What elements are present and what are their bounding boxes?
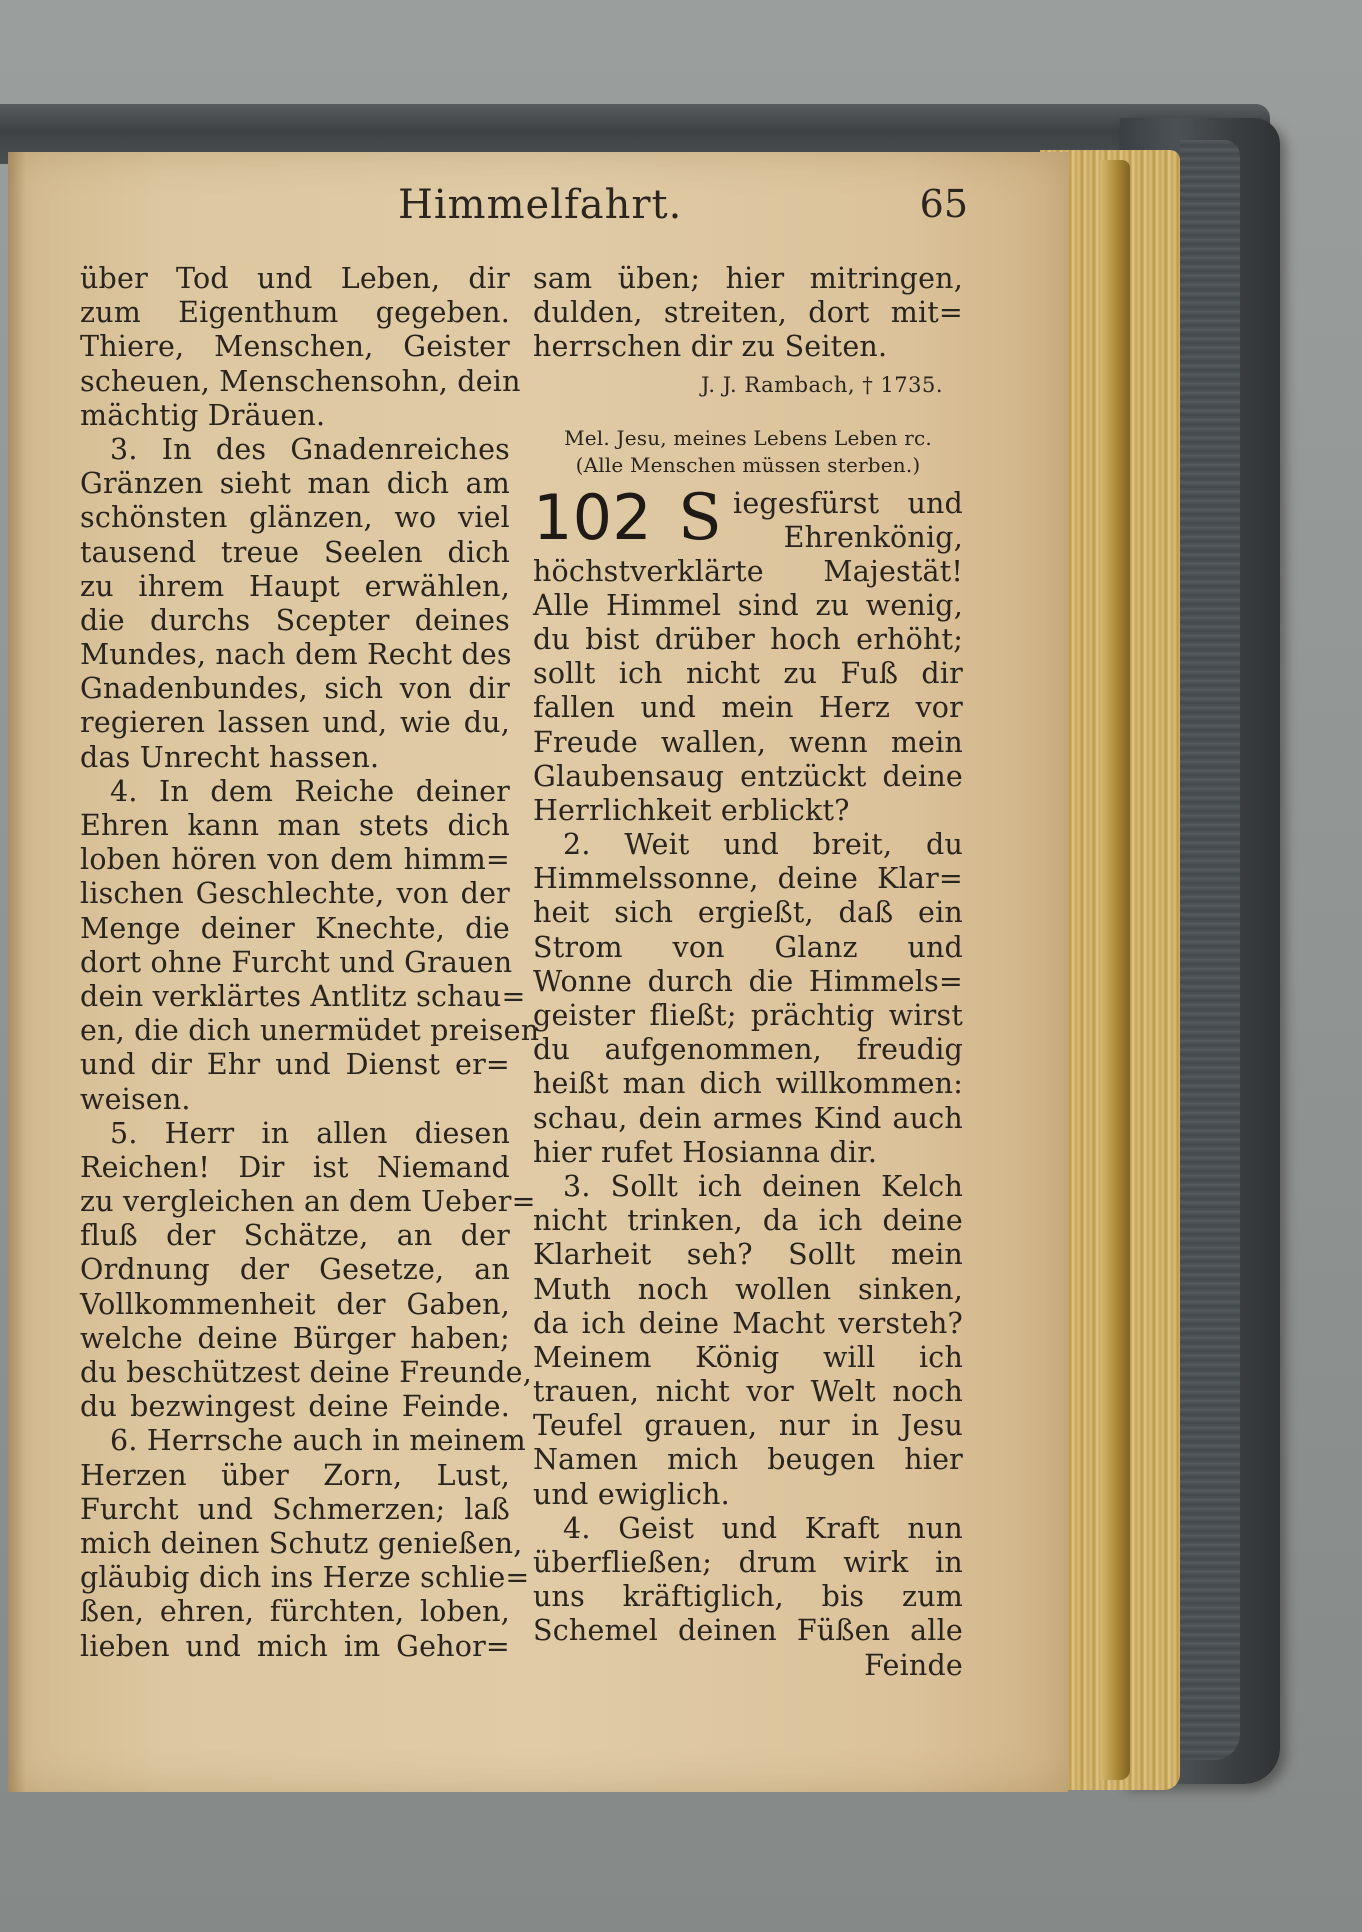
text-line: uns kräftiglich, bis zum (533, 1580, 963, 1614)
gilt-page-edge (1100, 160, 1130, 1780)
text-line: Glaubensaug entzückt deine (533, 759, 963, 793)
drop-cap-initial: S (678, 480, 723, 555)
text-line: zu vergleichen an dem Ueber= (80, 1185, 536, 1219)
verse-start-line: 4. Geist und Kraft nun (563, 1511, 963, 1545)
right-column (533, 262, 963, 1683)
page-title: Himmelfahrt. (398, 182, 683, 228)
melody-note (533, 425, 963, 479)
text-line: Herrlichkeit erblickt? (533, 793, 850, 827)
text-line: dort ohne Furcht und Grauen (80, 945, 513, 979)
text-line: Wonne durch die Himmels= (533, 964, 963, 998)
text-line: Vollkommenheit der Gaben, (80, 1287, 510, 1321)
text-line: hier rufet Hosianna dir. (533, 1135, 878, 1169)
text-line: Meinem König will ich (533, 1340, 963, 1374)
hymn-first-line: iegesfürst und (733, 486, 963, 520)
text-line: geister fließt; prächtig wirst (533, 999, 963, 1032)
text-line: Teufel grauen, nur in Jesu (533, 1409, 963, 1443)
text-line: Ordnung der Gesetze, an (80, 1253, 510, 1287)
text-line: Ehren kann man stets dich (80, 809, 510, 842)
text-line: Alle Himmel sind zu wenig, (533, 588, 963, 622)
text-line: herrschen dir zu Seiten. (533, 330, 888, 364)
verse-start-line: 3. Sollt ich deinen Kelch (563, 1169, 963, 1203)
text-line: welche deine Bürger haben; (80, 1321, 510, 1355)
text-line: Namen mich beugen hier (533, 1443, 963, 1477)
book-cover-edge (1180, 140, 1240, 1760)
melody-line: Mel. Jesu, meines Lebens Leben rc. (564, 425, 932, 450)
text-line: lieben und mich im Gehor= (80, 1629, 510, 1663)
text-line: schau, dein armes Kind auch (533, 1101, 963, 1135)
text-line: Furcht und Schmerzen; laß (80, 1492, 510, 1526)
text-line: lischen Geschlechte, von der (80, 877, 510, 911)
text-line: ßen, ehren, fürchten, loben, (80, 1595, 510, 1629)
text-line: weisen. (80, 1082, 191, 1116)
text-line: zum Eigenthum gegeben. (80, 296, 510, 330)
text-line: du beschützest deine Freunde, (80, 1356, 532, 1389)
text-line: das Unrecht hassen. (80, 740, 380, 774)
hymn-opening (533, 480, 963, 555)
text-line: tausend treue Seelen dich (80, 535, 510, 569)
text-line: regieren lassen und, wie du, (80, 706, 510, 740)
text-line: sollt ich nicht zu Fuß dir (533, 657, 963, 691)
text-line: Gränzen sieht man dich am (80, 467, 510, 501)
text-line: fluß der Schätze, an der (80, 1219, 510, 1253)
text-line: du bist drüber hoch erhöht; (533, 622, 963, 656)
text-line: Klarheit seh? Sollt mein (533, 1238, 963, 1272)
hymn-attribution: J. J. Rambach, † 1735. (701, 372, 943, 397)
text-line: Schemel deinen Füßen alle (533, 1614, 963, 1648)
text-line: gläubig dich ins Herze schlie= (80, 1561, 530, 1595)
verse-start-line: 3. In des Gnadenreiches (110, 432, 510, 466)
book-page (8, 152, 1068, 1792)
text-line: und ewiglich. (533, 1477, 730, 1511)
text-line: und dir Ehr und Dienst er= (80, 1048, 510, 1082)
text-line: heißt man dich willkommen: (533, 1067, 963, 1101)
text-line: überfließen; drum wirk in (533, 1546, 963, 1579)
text-line: Freude wallen, wenn mein (533, 725, 963, 759)
running-head (88, 182, 968, 242)
verse-start-line: 6. Herrsche auch in meinem (110, 1424, 526, 1458)
text-line: du bezwingest deine Feinde. (80, 1390, 510, 1424)
left-column (80, 262, 540, 1664)
hymn-second-line: Ehrenkönig, (783, 520, 963, 554)
text-line: die durchs Scepter deines (80, 603, 510, 637)
verse-start-line: 2. Weit und breit, du (563, 828, 963, 862)
text-line: heit sich ergießt, daß ein (533, 896, 963, 930)
text-line: en, die dich unermüdet preisen (80, 1014, 540, 1048)
text-line: dein verklärtes Antlitz schau= (80, 979, 526, 1013)
hymn-number: 102 (533, 480, 652, 554)
page-number: 65 (919, 182, 968, 226)
text-line: Gnadenbundes, sich von dir (80, 672, 510, 706)
text-line: sam üben; hier mitringen, (533, 262, 963, 295)
text-line: Strom von Glanz und (533, 930, 963, 964)
text-line: trauen, nicht vor Welt noch (533, 1375, 963, 1409)
text-line: zu ihrem Haupt erwählen, (80, 569, 510, 603)
text-line: Menge deiner Knechte, die (80, 911, 510, 945)
text-line: scheuen, Menschensohn, dein (80, 364, 521, 398)
text-line: Herzen über Zorn, Lust, (80, 1458, 510, 1492)
text-line: Muth noch wollen sinken, (533, 1272, 963, 1306)
text-line: Mundes, nach dem Recht des (80, 638, 512, 672)
text-line: höchstverklärte Majestät! (533, 554, 963, 588)
text-line: mich deinen Schutz genießen, (80, 1526, 523, 1560)
text-line: da ich deine Macht versteh? (533, 1306, 963, 1340)
text-line: loben hören von dem himm= (80, 843, 510, 877)
text-line: schönsten glänzen, wo viel (80, 501, 510, 535)
text-line: mächtig Dräuen. (80, 398, 326, 432)
melody-alternative-line: (Alle Menschen müssen sterben.) (575, 452, 921, 477)
text-line: Reichen! Dir ist Niemand (80, 1150, 510, 1184)
text-line: fallen und mein Herz vor (533, 691, 963, 725)
verse-start-line: 5. Herr in allen diesen (110, 1116, 510, 1150)
text-line: über Tod und Leben, dir (80, 262, 510, 295)
text-line: du aufgenommen, freudig (533, 1033, 963, 1067)
text-line: dulden, streiten, dort mit= (533, 296, 963, 330)
text-line: nicht trinken, da ich deine (533, 1204, 963, 1238)
text-line: Himmelssonne, deine Klar= (533, 862, 963, 896)
catchword: Feinde (864, 1648, 963, 1682)
text-line: Thiere, Menschen, Geister (80, 330, 510, 364)
verse-start-line: 4. In dem Reiche deiner (110, 774, 510, 808)
